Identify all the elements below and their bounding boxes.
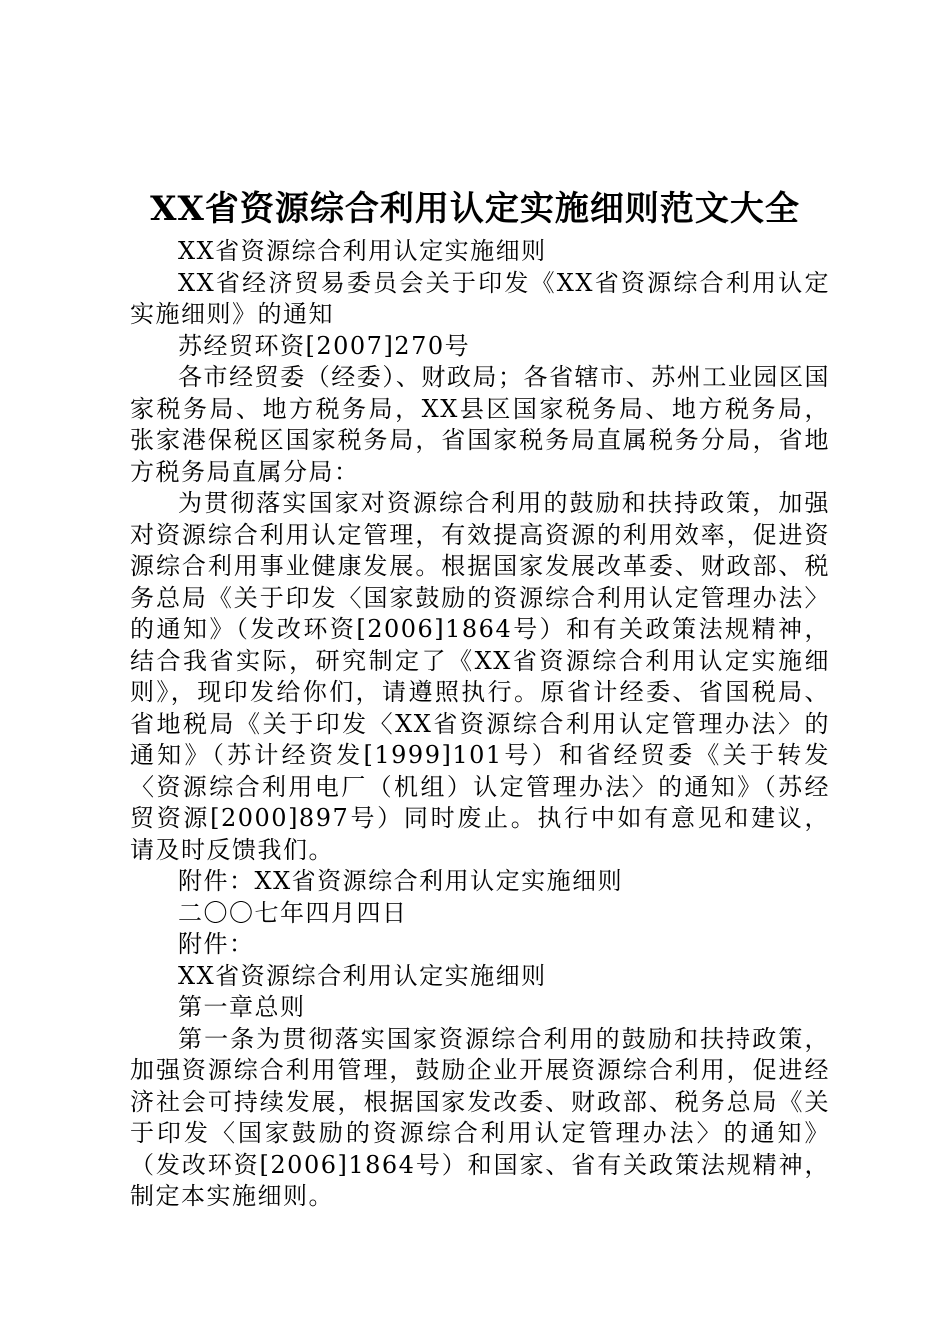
paragraph-chapter-heading: 第一章总则 bbox=[178, 993, 306, 1021]
paragraph-date: 二〇〇七年四月四日 bbox=[178, 898, 408, 927]
document-body bbox=[130, 236, 830, 1213]
paragraph-attachment-note: 附件：XX省资源综合利用认定实施细则 bbox=[178, 867, 624, 895]
document-title: XX省资源综合利用认定实施细则范文大全 bbox=[150, 189, 800, 229]
paragraph-document-number: 苏经贸环资[2007]270号 bbox=[178, 331, 471, 360]
paragraph-addressees: 各市经贸委（经委）、财政局；各省辖市、苏州工业园区国家税务局、地方税务局，XX县区国家税务局、地方税务局，张家港保税区国家税务局，省国家税务局直属税务分局，省地方税务局直属分局： bbox=[130, 363, 830, 486]
paragraph-article-one: 第一条为贯彻落实国家资源综合利用的鼓励和扶持政策，加强资源综合利用管理，鼓励企业开展资源综合利用，促进经济社会可持续发展，根据国家发改委、财政部、税务总局《关于印发〈国家鼓励的资源综合利用认定管理办法〉的通知》（发改环资[2006]1864号）和国家、省有关政策法规精神，制定本实施细则。 bbox=[130, 1024, 830, 1210]
paragraph-heading: XX省资源综合利用认定实施细则 bbox=[178, 237, 547, 265]
paragraph-attachment-label: 附件： bbox=[178, 930, 255, 958]
paragraph-attachment-title: XX省资源综合利用认定实施细则 bbox=[178, 961, 547, 990]
paragraph-notice-body: 为贯彻落实国家对资源综合利用的鼓励和扶持政策，加强对资源综合利用认定管理，有效提高资源的利用效率，促进资源综合利用事业健康发展。根据国家发展改革委、财政部、税务总局《关于印发〈国家鼓励的资源综合利用认定管理办法〉的通知》（发改环资[2006]1864号）和有关政策法规精神，结合我省实际，研究制定了《XX省资源综合利用认定实施细则》，现印发给你们，请遵照执行。原省计经委、省国税局、省地税局《关于印发〈XX省资源综合利用认定管理办法〉的通知》（苏计经资发[1999]101号）和省经贸委《关于转发〈资源综合利用电厂（机组）认定管理办法〉的通知》（苏经贸资源[2000]897号）同时废止。执行中如有意见和建议，请及时反馈我们。 bbox=[130, 489, 830, 864]
paragraph-notice-title: XX省经济贸易委员会关于印发《XX省资源综合利用认定实施细则》的通知 bbox=[130, 268, 830, 328]
